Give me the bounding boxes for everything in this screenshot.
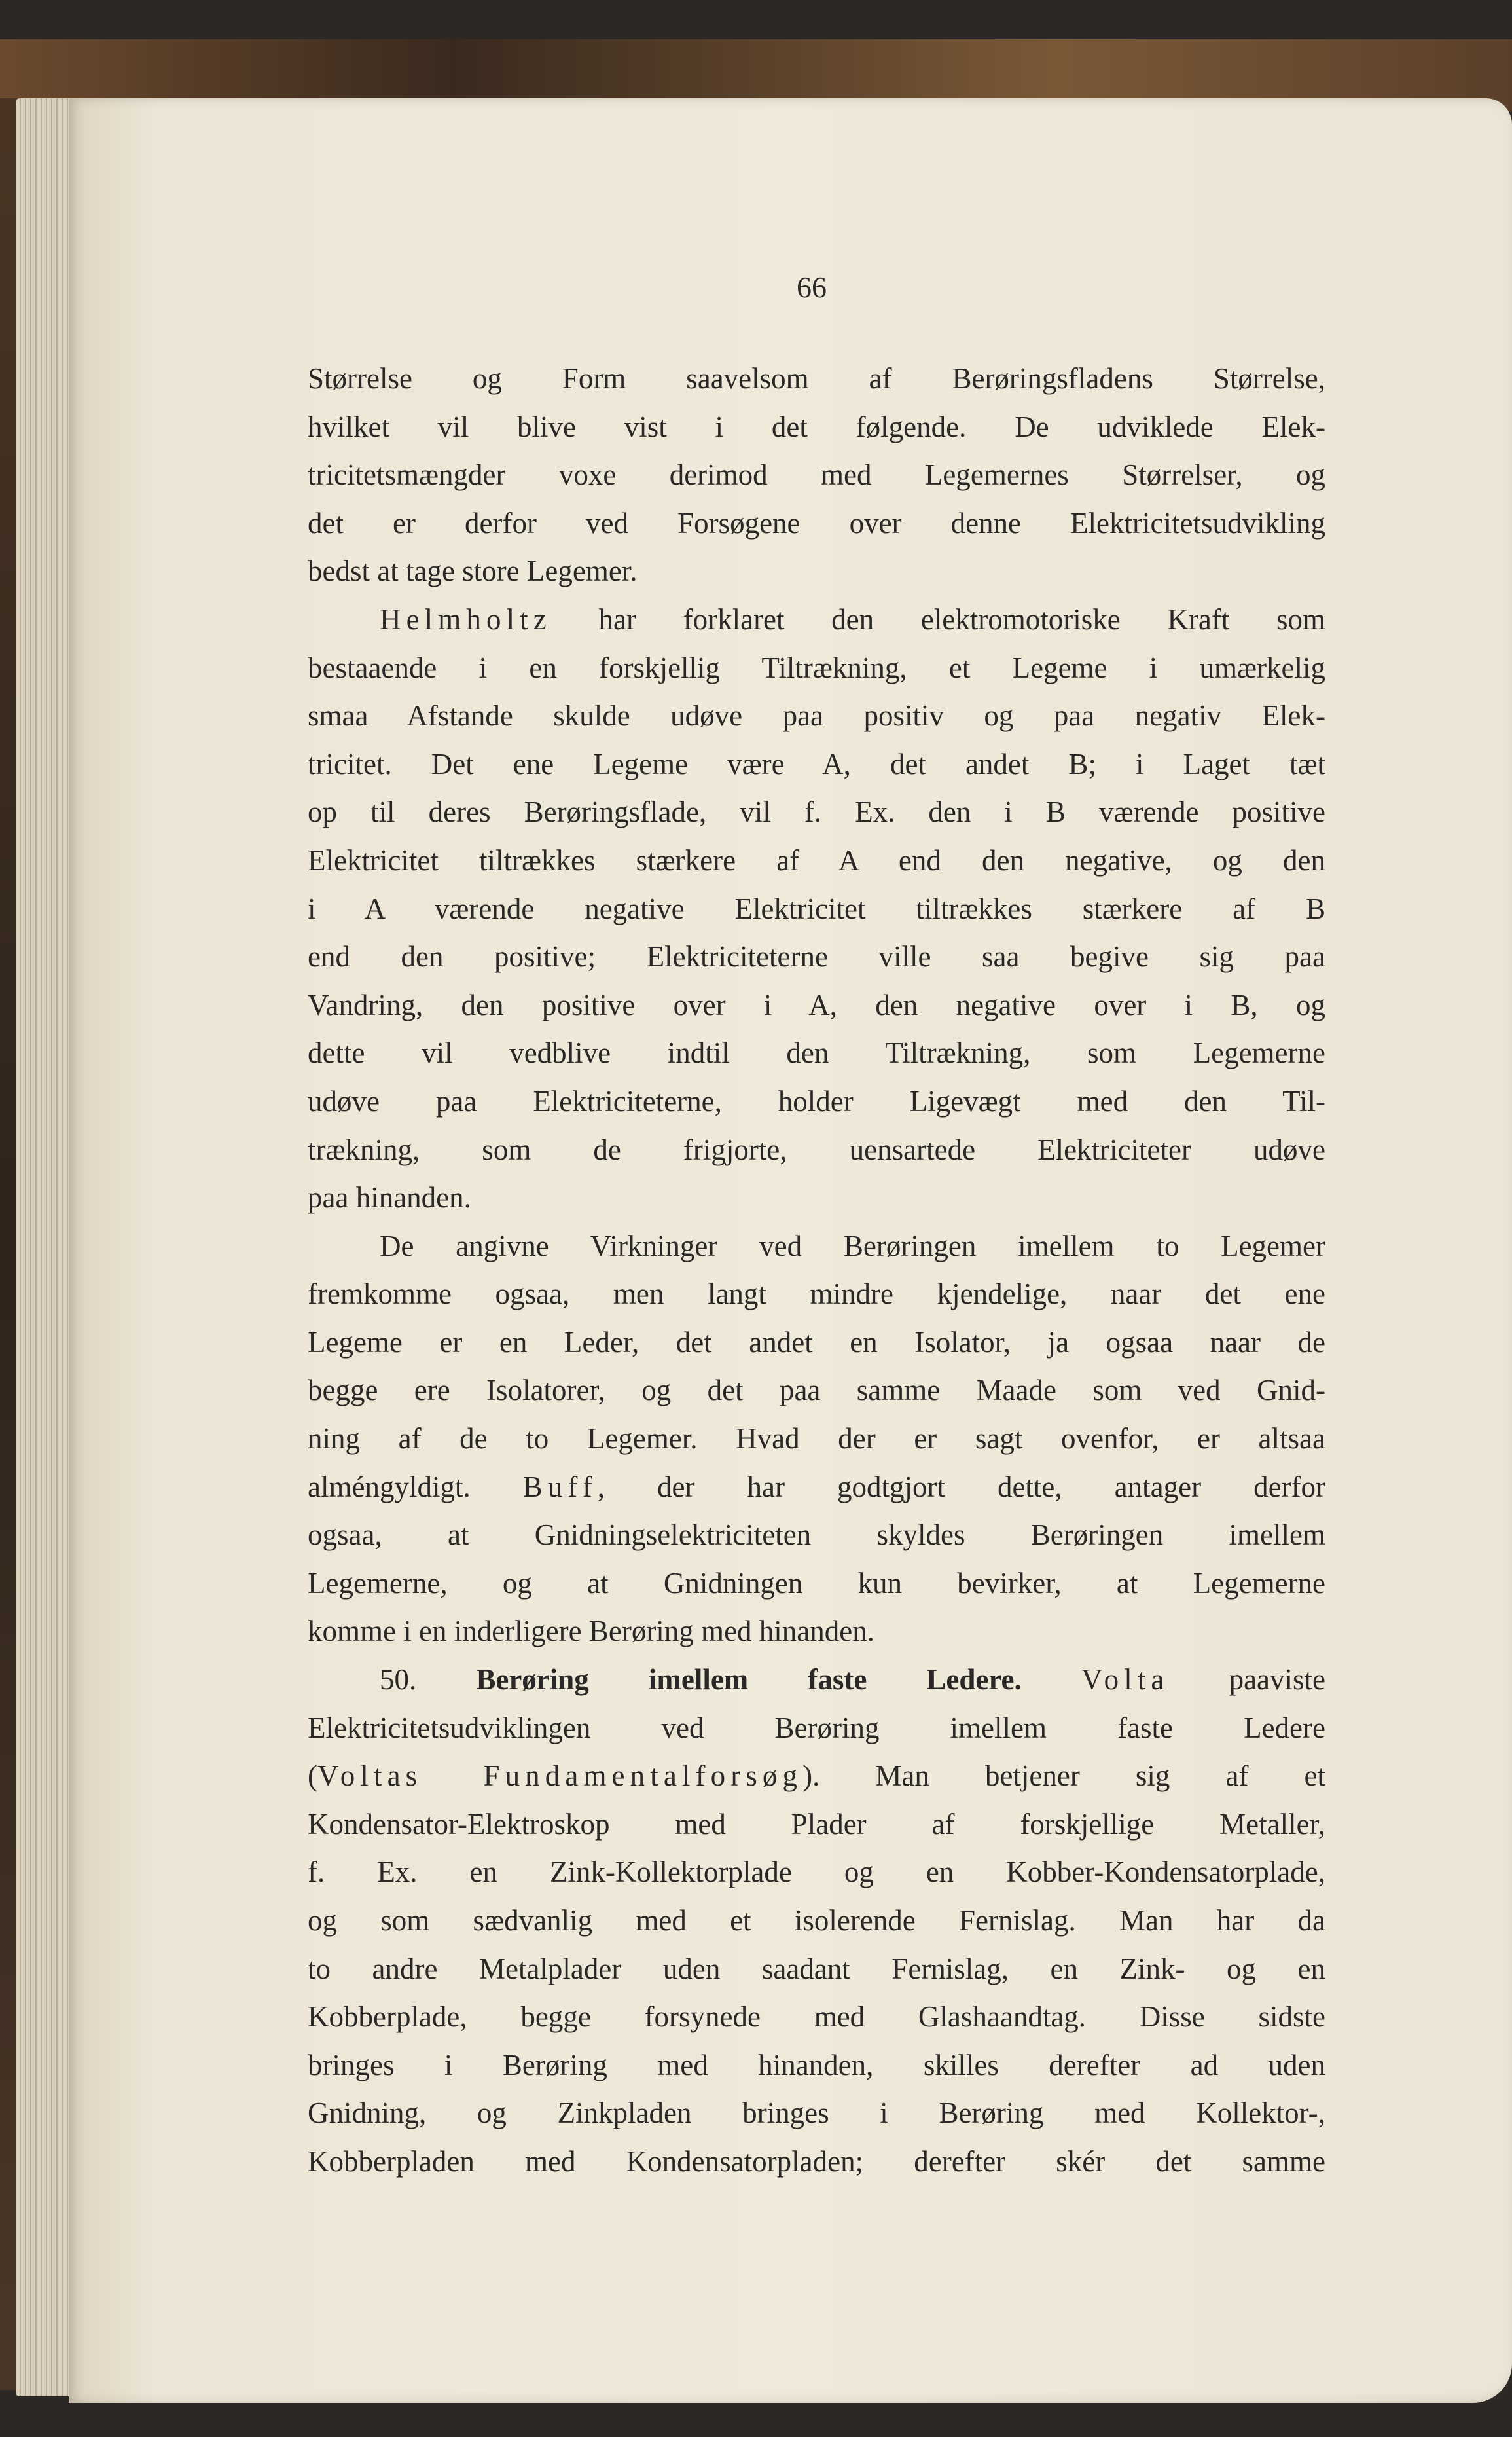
section-heading: Berøring imellem faste Ledere. [476,1663,1022,1696]
text-line [308,648,1325,697]
text-segment: Størrelse og Form saavelsom af Berøringsfladens Størrelse, [308,362,1325,395]
text-line [308,1419,1325,1467]
page-number: 66 [797,270,827,304]
text-line [308,1708,1325,1757]
text-segment: Kondensator-Elektroskop med Plader af forskjellige Metaller, [308,1807,1325,1841]
text-line [308,1178,1325,1226]
text-line [308,600,1325,648]
text-line [308,1082,1325,1130]
text-segment: paa hinanden. [308,1181,471,1215]
text-segment: f. Ex. en Zink-Kollektorplade og en Kobber-Kondensatorplade, [308,1856,1325,1889]
text-segment: begge ere Isolatorer, og det paa samme Maade som ved Gnid- [308,1374,1325,1407]
text-segment: to andre Metalplader uden saadant Fernislag, en Zink- og en [308,1952,1325,1985]
text-line [308,2142,1325,2190]
text-line [308,359,1325,407]
text-line [308,1756,1325,1805]
text-line [308,1997,1325,2045]
text-segment: bringes i Berøring med hinanden, skilles derefter ad uden [308,2048,1325,2081]
spaced-name: Helmholtz [380,602,552,636]
text-segment: paaviste [1169,1663,1326,1696]
text-segment: fremkomme ogsaa, men langt mindre kjendelige, naar det ene [308,1277,1325,1311]
text-segment: , der har godtgjort dette, antager derfor [597,1470,1325,1503]
text-segment: Elektricitet tiltrækkes stærkere af A end den negative, og den [308,843,1325,877]
text-segment: alméngyldigt. [308,1470,523,1503]
text-line [308,696,1325,744]
text-segment: tricitet. Det ene Legeme være A, det andet B; i Laget tæt [308,747,1325,780]
text-line [308,2093,1325,2142]
text-segment: og som sædvanlig med et isolerende Fernislag. Man har da [308,1904,1325,1937]
text-segment: det er derfor ved Forsøgene over denne Elektricitetsudvikling [308,506,1325,540]
text-segment: Vandring, den positive over i A, den negative over i B, og [308,988,1325,1021]
text-segment: Gnidning, og Zinkpladen bringes i Berøring med Kollektor-, [308,2097,1325,2130]
text-line [308,1805,1325,1853]
text-line [308,985,1325,1034]
text-segment: bedst at tage store Legemer. [308,555,638,588]
text-segment: Legeme er en Leder, det andet en Isolator, ja ogsaa naar de [308,1325,1325,1359]
text-segment: Elektricitetsudviklingen ved Berøring imellem faste Ledere [308,1711,1325,1744]
text-line [308,1660,1325,1708]
text-segment: ning af de to Legemer. Hvad der er sagt ovenfor, er altsaa [308,1422,1325,1456]
spaced-name: Buff [522,1470,598,1503]
text-line [308,1852,1325,1901]
text-line [308,841,1325,889]
text-line [308,1564,1325,1612]
spaced-name: Volta [1081,1663,1170,1696]
text-segment: udøve paa Elektriciteterne, holder Ligevægt med den Til- [308,1084,1325,1118]
text-line [308,937,1325,985]
body-text [308,359,1325,2190]
text-line [308,1901,1325,1949]
text-segment: Kobberpladen med Kondensatorpladen; derefter skér det samme [308,2144,1325,2178]
text-segment: Legemerne, og at Gnidningen kun bevirker, at Legemerne [308,1566,1325,1600]
text-line [308,1033,1325,1082]
text-line [308,1467,1325,1516]
spaced-name: Voltas Fundamentalforsøg [317,1759,803,1793]
text-segment: ( [308,1759,317,1793]
text-line [308,792,1325,841]
text-segment: dette vil vedblive indtil den Tiltrækning, som Legemerne [308,1036,1325,1070]
text-line [308,551,1325,600]
text-segment: end den positive; Elektriciteterne ville saa begive sig paa [308,940,1325,974]
text-segment: bestaaende i en forskjellig Tiltrækning, et Legeme i umærkelig [308,651,1325,684]
text-line [308,1515,1325,1564]
text-line [308,889,1325,938]
text-line [308,455,1325,504]
text-line [308,1323,1325,1371]
text-line [308,504,1325,552]
text-segment: ogsaa, at Gnidningselektriciteten skyldes Berøringen imellem [308,1518,1325,1552]
text-segment: op til deres Berøringsflade, vil f. Ex. den i B værende positive [308,796,1325,829]
text-line [308,744,1325,793]
text-segment: har forklaret den elektromotoriske Kraft som [551,602,1325,636]
text-segment: hvilket vil blive vist i det følgende. De udviklede Elek- [308,410,1325,443]
text-segment: smaa Afstande skulde udøve paa positiv og paa negativ Elek- [308,699,1325,733]
text-line [308,1611,1325,1660]
text-segment: 50. [380,1663,477,1696]
text-segment [1022,1663,1081,1696]
text-line [308,1949,1325,1998]
text-segment: Kobberplade, begge forsynede med Glashaandtag. Disse sidste [308,2000,1325,2034]
text-line [308,2045,1325,2094]
text-segment: i A værende negative Elektricitet tiltrækkes stærkere af B [308,892,1325,925]
text-segment: tricitetsmængder voxe derimod med Legemernes Størrelser, og [308,458,1325,492]
text-segment: komme i en inderligere Berøring med hinanden. [308,1615,874,1648]
text-segment: trækning, som de frigjorte, uensartede Elektriciteter udøve [308,1133,1325,1166]
text-segment: De angivne Virkninger ved Berøringen imellem to Legemer [380,1229,1325,1262]
page-edges [16,98,75,2396]
text-line [308,1274,1325,1323]
text-line [308,407,1325,456]
text-segment: ). Man betjener sig af et [802,1759,1325,1793]
text-line [308,1226,1325,1275]
text-line [308,1130,1325,1179]
text-line [308,1370,1325,1419]
